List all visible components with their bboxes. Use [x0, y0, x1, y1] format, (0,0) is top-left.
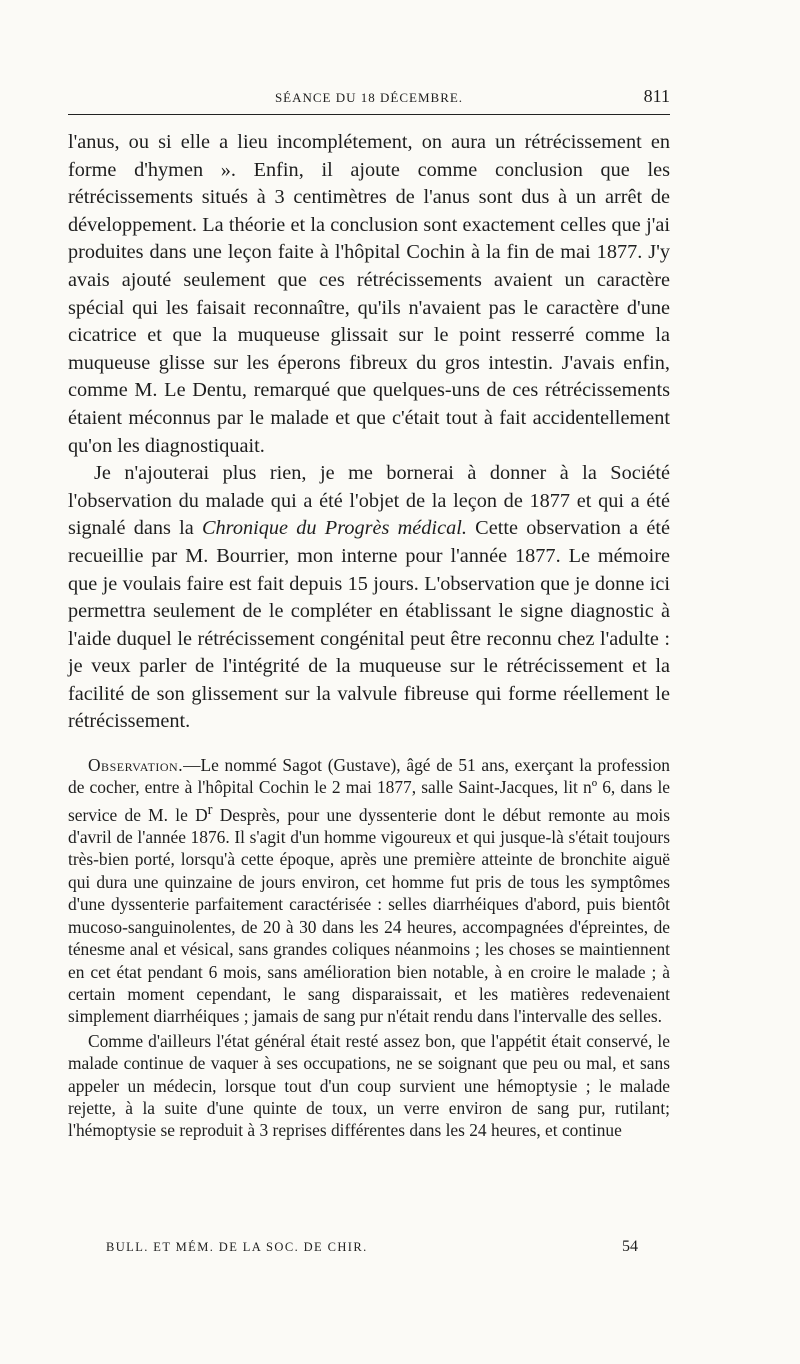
page-number: 811	[643, 86, 670, 106]
paragraph-announcement	[68, 460, 670, 736]
running-title: SÉANCE DU 18 DÉCEMBRE.	[274, 90, 464, 105]
signature-mark: 54	[622, 1238, 638, 1255]
page-footer	[106, 1240, 638, 1255]
observation-section	[68, 754, 670, 1142]
footer-journal: BULL. ET MÉM. DE LA SOC. DE CHIR.	[106, 1240, 368, 1254]
running-header	[68, 88, 670, 115]
journal-title-italic: Chronique du Progrès médical.	[202, 517, 467, 540]
paragraph-text: Cette observation a été recueillie par M. Bourrier, mon interne pour l'année 1877. Le mémoire que je voulais faire est fait depuis 15 jours. L'observation que je donne ici permettra seulement de le compléter en établissant le signe diagnostic à l'aide duquel le rétrécissement congénital peut être reconnu chez l'adulte : je veux parler de l'intégrité de la muqueuse sur le rétrécissement et la facilité de son glissement sur la valvule fibreuse qui forme réellement le rétrécissement.	[68, 517, 670, 733]
page-content	[68, 88, 670, 1142]
main-text	[68, 129, 670, 736]
observation-paragraph	[68, 754, 670, 1028]
paragraph-continued: l'anus, ou si elle a lieu incomplétement, on aura un rétrécissement en forme d'hymen ». Enfin, il ajoute comme conclusion que les rétrécissements situés à 3 centimètres de l'anus sont dus à un arrêt de développement. La théorie et la conclusion sont exactement celles que j'ai produites dans une leçon faite à l'hôpital Cochin à la fin de mai 1877. J'y avais ajouté seulement que ces rétrécissements avaient un caractère spécial qui les faisait reconnaître, qu'ils n'avaient pas le caractère d'une cicatrice et que la muqueuse glissait sur le point resserré comme la muqueuse glisse sur les éperons fibreux du gros intestin. J'avais enfin, comme M. Le Dentu, remarqué que quelques-uns de ces rétrécissements étaient méconnus par le malade et que c'était tout à fait accidentellement qu'on les diagnostiquait.	[68, 131, 670, 457]
observation-text: Desprès, pour une dyssenterie dont le début remonte au mois d'avril de l'année 1876. Il s'agit d'un homme vigoureux et qui jusque-là s'était toujours très-bien porté, lorsqu'à cette époque, après une première atteinte de bronchite aiguë qui dura une quinzaine de jours environ, cet homme fut pris de tous les symptômes d'une dyssenterie parfaitement caractérisée : selles diarrhéiques d'abord, puis bientôt mucoso-sanguinolentes, de 20 à 30 dans les 24 heures, accompagnées d'épreintes, de ténesme anal et vésical, sans grandes coliques néanmoins ; les choses se maintiennent en cet état pendant 6 mois, sans amélioration bien notable, à en croire le malade ; à certain moment cependant, le sang disparaissait, et les matières redevenaient simplement diarrhéiques ; jamais de sang pur n'était rendu dans l'intervalle des selles.	[68, 804, 670, 1027]
observation-text: —Le nommé Sagot (Gustave), âgé de 51 ans, exerçant la profession de cocher, entre à l'hôpital Cochin le 2 mai 1877, salle Saint-Jacques, lit nº 6, dans le service de M. le D	[68, 755, 670, 825]
paragraph-text: Je n'ajouterai plus rien, je me bornerai à donner à la Société l'observation du malade qui a été l'objet de la leçon de 1877 et qui a été signalé dans la	[68, 462, 670, 540]
observation-paragraph: Comme d'ailleurs l'état général était resté assez bon, que l'appétit était conservé, le malade continue de vaquer à ses occupations, ne se soignant que peu ou mal, et sans appeler un médecin, lorsque tout d'un coup survient une hémoptysie ; le malade rejette, à la suite d'une quinte de toux, un verre environ de sang pur, rutilant; l'hémoptysie se reproduit à 3 reprises différentes dans les 24 heures, et continue	[68, 1030, 670, 1141]
doctor-abbrev-superscript: r	[207, 801, 213, 818]
observation-label: Observation.	[88, 755, 184, 776]
